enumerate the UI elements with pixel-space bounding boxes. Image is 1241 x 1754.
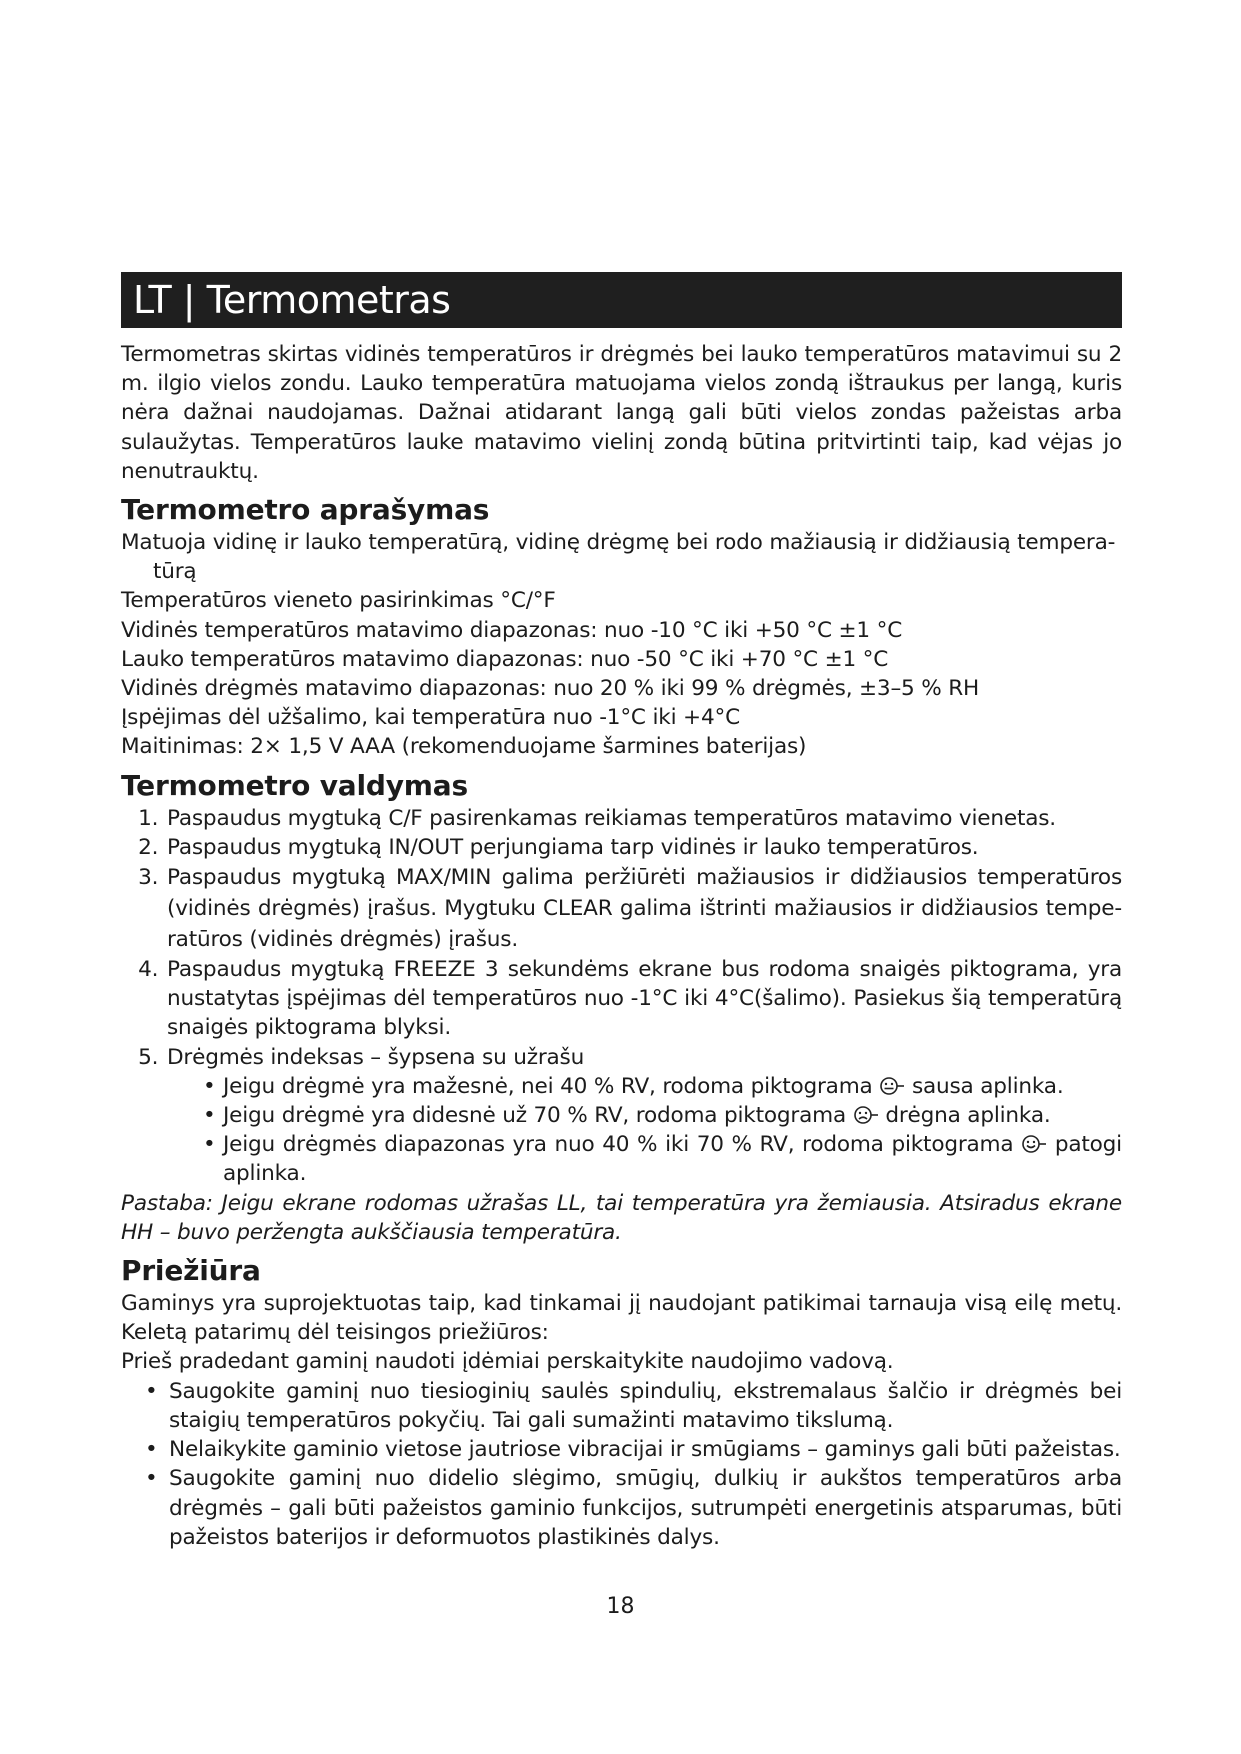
humidity-item-dry [203, 1072, 1122, 1101]
humidity-dry-text: Jeigu drėgmė yra mažesnė, nei 40 % RV, rodoma piktograma [223, 1073, 873, 1099]
humidity-index-list [167, 1072, 1122, 1189]
description-specs [121, 528, 1122, 762]
maintenance-item-sun: • Saugokite gaminį nuo tiesioginių saulės spindulių, ekstremalaus šalčio ir drėgmės bei staigių temperatūros pokyčių. Tai gali sumažinti matavimo tikslumą. [145, 1377, 1122, 1435]
control-item-maxmin-text: Paspaudus mygtuką MAX/MIN galima peržiūrėti mažiausios ir didžiausios temperatūros (vidinės drėgmės) įrašus. Mygtuku CLEAR galima ištrinti mažiausios ir didžiausios tempe-ratūros (vidinės drėgmės) įrašus. [167, 865, 1122, 953]
humidity-comfort-text: Jeigu drėgmės diapazonas yra nuo 40 % iki 70 % RV, rodoma piktograma [223, 1132, 1014, 1158]
control-item-humidity [165, 1043, 1122, 1189]
maintenance-heading: Priežiūra [121, 1254, 261, 1288]
spec-line-measures: Matuoja vidinę ir lauko temperatūrą, vidinę drėgmę bei rodo mažiausią ir didžiausią tempera- [121, 530, 1116, 556]
smiley-dry-icon [879, 1076, 905, 1096]
spec-line-indoor-range: Vidinės temperatūros matavimo diapazonas: nuo -10 °C iki +50 °C ±1 °C [121, 617, 903, 643]
spec-line-frost-warning: Įspėjimas dėl užšalimo, kai temperatūra nuo -1°C iki +4°C [121, 705, 740, 731]
humidity-wet-text: Jeigu drėgmė yra didesnė už 70 % RV, rodoma piktograma [223, 1103, 846, 1129]
maintenance-item-pressure: • Saugokite gaminį nuo didelio slėgimo, smūgių, dulkių ir aukštos temperatūros arba drėgmės – gali būti pažeistos gaminio funkcijos, sutrumpėti energetinis atsparumas, būti pažeistos baterijos ir deformuotos plastikinės dalys. [145, 1464, 1122, 1552]
humidity-item-wet [203, 1101, 1122, 1130]
humidity-comfort-label: patogi aplinka. [223, 1132, 1122, 1187]
humidity-item-comfort [203, 1130, 1122, 1188]
spec-line-unit: Temperatūros vieneto pasirinkimas °C/°F [121, 588, 556, 614]
control-heading: Termometro valdymas [121, 768, 468, 802]
spec-line-measures-cont: tūrą [153, 559, 197, 585]
control-item-cf: 1. Paspaudus mygtuką C/F pasirenkamas reikiamas temperatūros matavimo vienetas. [165, 804, 1122, 833]
humidity-wet-label: drėgna aplinka. [885, 1103, 1051, 1129]
note-paragraph: Pastaba: Jeigu ekrane rodomas užrašas LL, tai temperatūra yra žemiausia. Atsiradus ekrane HH – buvo peržengta aukščiausia temperatūra. [121, 1190, 1122, 1245]
section-title-bar: LT | Termometras [121, 272, 1122, 328]
humidity-dry-label: sausa aplinka. [911, 1073, 1064, 1099]
maintenance-list [121, 1377, 1122, 1552]
maintenance-paragraph-2: Prieš pradedant gaminį naudoti įdėmiai perskaitykite naudojimo vadovą. [121, 1349, 894, 1375]
spec-line-outdoor-range: Lauko temperatūros matavimo diapazonas: nuo -50 °C iki +70 °C ±1 °C [121, 646, 889, 672]
smiley-comfort-icon [1021, 1134, 1047, 1154]
maintenance-paragraph-1: Gaminys yra suprojektuotas taip, kad tinkamai jį naudojant patikimai tarnauja visą eilę metų. Keletą patarimų dėl teisingos priežiūros: [121, 1291, 1122, 1346]
control-item-humidity-text: Drėgmės indeksas – šypsena su užrašu [167, 1044, 585, 1070]
page-number: 18 [606, 1594, 635, 1619]
smiley-wet-icon [853, 1105, 879, 1125]
control-item-freeze: 4. Paspaudus mygtuką FREEZE 3 sekundėms ekrane bus rodoma snaigės piktograma, yra nustatytas įspėjimas dėl temperatūros nuo -1°C iki 4°C(šalimo). Pasiekus šią temperatūrą snaigės piktograma blyksi. [165, 955, 1122, 1043]
maintenance-item-vibration: • Nelaikykite gaminio vietose jautriose vibracijai ir smūgiams – gaminys gali būti pažeistas. [145, 1435, 1122, 1464]
intro-paragraph: Termometras skirtas vidinės temperatūros ir drėgmės bei lauko temperatūros matavimui su 2 m. ilgio vielos zondu. Lauko temperatūra matuojama vielos zondą ištraukus per langą, kuris nėra dažnai naudojamas. Dažnai atidarant langą gali būti vielos zondas pažeistas arba sulaužytas. Temperatūros lauke matavimo vielinį zondą būtina pritvirtinti taip, kad vėjas jo nenutrauktų. [121, 342, 1122, 484]
control-list [121, 804, 1122, 1189]
control-item-inout: 2. Paspaudus mygtuką IN/OUT perjungiama tarp vidinės ir lauko temperatūros. [165, 833, 1122, 862]
spec-line-power: Maitinimas: 2× 1,5 V AAA (rekomenduojame šarmines baterijas) [121, 734, 807, 760]
control-item-maxmin [165, 862, 1122, 955]
manual-page [121, 272, 1122, 1552]
description-heading: Termometro aprašymas [121, 493, 490, 527]
spec-line-humidity-range: Vidinės drėgmės matavimo diapazonas: nuo 20 % iki 99 % drėgmės, ±3–5 % RH [121, 676, 980, 702]
